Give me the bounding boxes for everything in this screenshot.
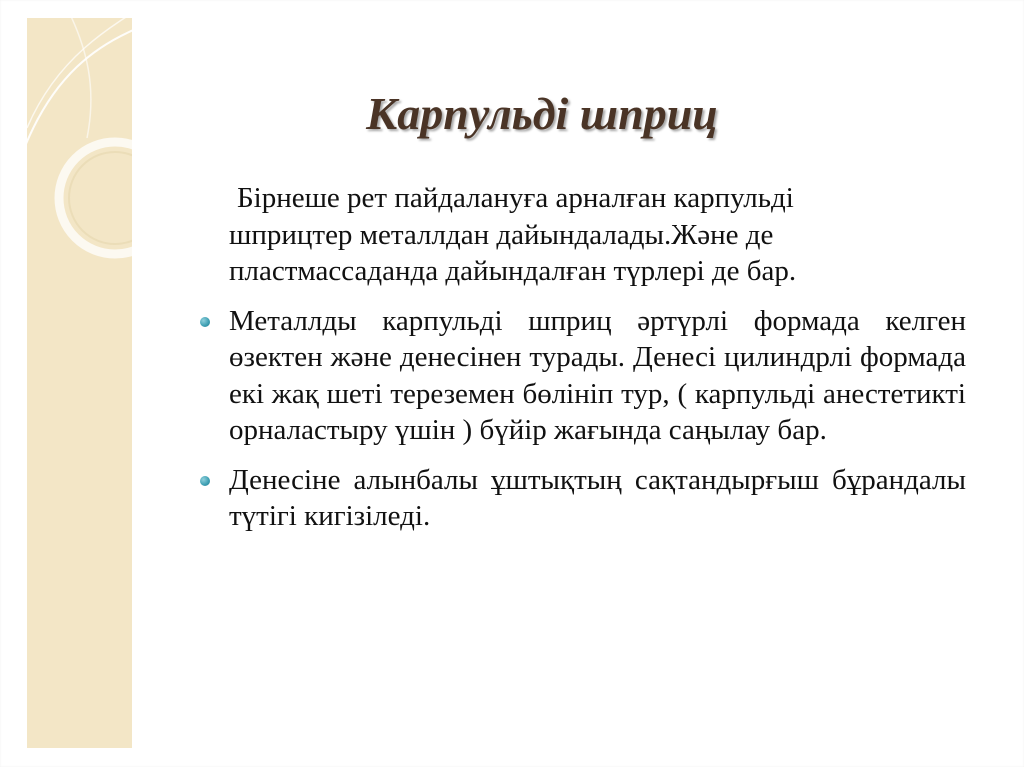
bullet-text: Денесіне алынбалы ұштықтың сақтандырғыш бұрандалы түтігі кигізіледі. — [229, 463, 966, 532]
bullet-item — [200, 462, 966, 535]
slide-title: Карпульді шприц — [366, 88, 718, 139]
decorative-side-band — [27, 18, 132, 748]
intro-paragraph: Бірнеше рет пайдалануға арналған карпульді шприцтер металлдан дайындалады.Және де пластмассаданда дайындалған түрлері де бар. — [229, 182, 797, 287]
bullet-item — [200, 303, 966, 449]
slide-body — [200, 180, 966, 548]
teal-dot-bullet-icon — [200, 476, 210, 486]
bullet-text: Металлды карпульді шприц әртүрлі формада келген өзектен және денесінен турады. Денесі цилиндрлі формада екі жақ шеті тереземен бөлініп тур, ( карпульді анестетикті орналастыру үшін ) бүйір жағында саңылау бар. — [229, 304, 966, 446]
teal-dot-bullet-icon — [200, 317, 210, 327]
curved-lines-decoration — [27, 18, 132, 748]
